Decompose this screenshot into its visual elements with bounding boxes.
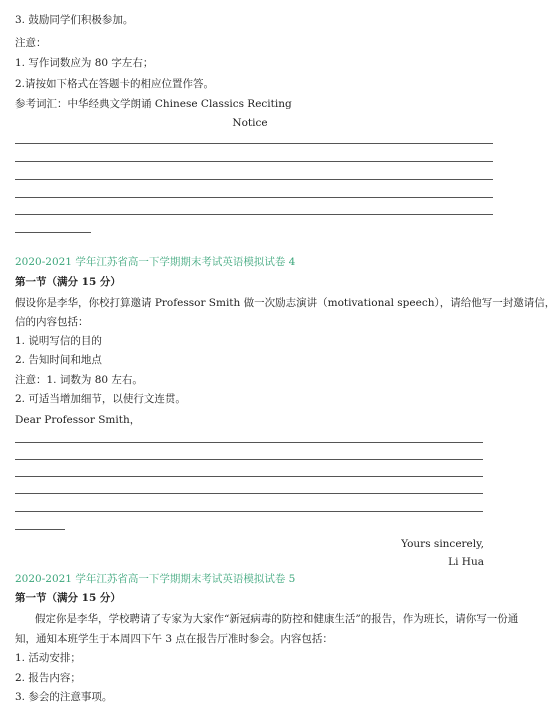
item-3: 3. 鼓励同学们积极参加。: [15, 14, 134, 26]
notice-heading: Notice: [232, 117, 268, 129]
exam5-item-1: 1. 活动安排；: [15, 652, 81, 664]
answer-line: [15, 476, 483, 477]
exam4-item-1: 1. 说明写信的目的: [15, 335, 102, 347]
answer-line: [15, 442, 483, 443]
answer-line-short: [15, 529, 65, 530]
exam5-section: 第一节（满分 15 分）: [15, 592, 121, 604]
exam4-note-2: 2. 可适当增加细节，以使行文连贯。: [15, 393, 186, 405]
exam5-item-2: 2. 报告内容；: [15, 672, 81, 684]
exam4-prompt-line2: 信的内容包括：: [15, 316, 89, 328]
answer-line: [15, 161, 493, 162]
answer-line: [15, 179, 493, 180]
answer-line-short: [15, 232, 91, 233]
exam4-prompt-line1: 假设你是李华，你校打算邀请 Professor Smith 做一次励志演讲（motivational speech），请给他写一封邀请信，: [15, 297, 555, 309]
exam4-note-1: 注意：1. 词数为 80 左右。: [15, 374, 143, 386]
exam4-section: 第一节（满分 15 分）: [15, 276, 121, 288]
exam4-salutation: Dear Professor Smith，: [15, 414, 141, 426]
note-1: 1. 写作词数应为 80 字左右；: [15, 57, 154, 69]
exam5-title: 2020-2021 学年江苏省高一下学期期末考试英语模拟试卷 5: [15, 573, 296, 585]
exam5-prompt-line1: 假定你是李华，学校聘请了专家为大家作“新冠病毒的防控和健康生活”的报告，作为班长，请你写一份通: [35, 613, 519, 625]
exam4-closing-2: Li Hua: [448, 556, 484, 568]
answer-line: [15, 214, 493, 215]
answer-line: [15, 459, 483, 460]
exam4-title: 2020-2021 学年江苏省高一下学期期末考试英语模拟试卷 4: [15, 256, 296, 268]
exam4-closing-1: Yours sincerely,: [401, 538, 484, 550]
answer-line: [15, 143, 493, 144]
answer-line: [15, 511, 483, 512]
exam5-prompt-line2: 知，通知本班学生于本周四下午 3 点在报告厅准时参会。内容包括：: [15, 633, 333, 645]
answer-line: [15, 493, 483, 494]
exam5-item-3: 3. 参会的注意事项。: [15, 691, 113, 703]
note-title: 注意：: [15, 37, 47, 49]
note-2: 2.请按如下格式在答题卡的相应位置作答。: [15, 78, 215, 90]
answer-line: [15, 197, 493, 198]
vocab-line: 参考词汇：中华经典文学朗诵 Chinese Classics Reciting: [15, 98, 292, 110]
exam4-item-2: 2. 告知时间和地点: [15, 354, 102, 366]
